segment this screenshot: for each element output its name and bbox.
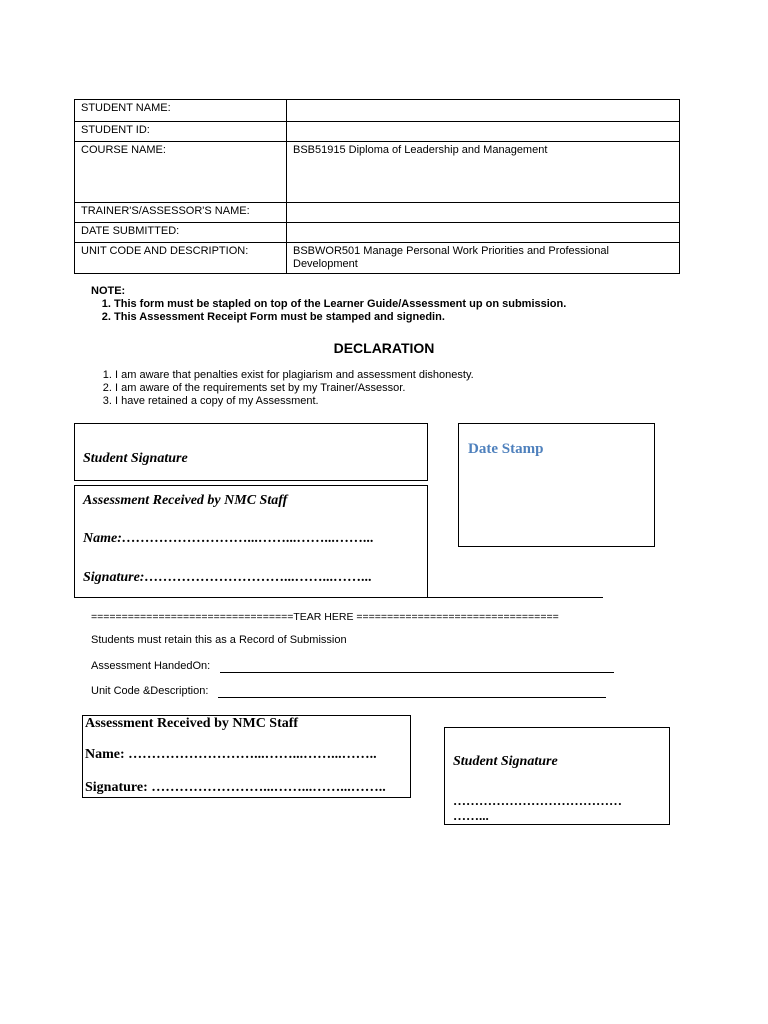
unit-code-label: Unit Code &Description: [91,685,209,697]
lower-received-title: Assessment Received by NMC Staff [85,716,299,731]
table-row [75,223,680,243]
lower-student-signature-box[interactable] [444,727,670,825]
declaration-item: 1. I am aware that penalties exist for plagiarism and assessment dishonesty. [115,369,474,382]
date-stamp-box [458,423,655,547]
staff-name-line[interactable]: Name:………………………...……...……...……... [83,531,374,546]
label-trainer-name: TRAINER'S/ASSESSOR'S NAME: [75,203,287,223]
declaration-item: 2. I am aware of the requirements set by my Trainer/Assessor. [115,382,474,395]
lower-signature-dots-2: ……... [453,808,489,823]
date-stamp-label: Date Stamp [468,441,544,457]
note-item: 1. This form must be stapled on top of the Learner Guide/Assessment up on submission. [114,298,566,311]
student-signature-box[interactable] [74,423,428,481]
lower-staff-signature-line[interactable]: Signature: ……………………...……...……...…….. [85,780,386,795]
unit-code-value: BSBWOR501 Manage Personal Work Priorities and Professional Development [287,243,680,274]
label-unit-code: UNIT CODE AND DESCRIPTION: [75,243,287,274]
assessment-received-box [74,485,428,598]
label-student-id: STUDENT ID: [75,122,287,142]
table-row [75,122,680,142]
date-submitted-field[interactable] [287,223,680,243]
declaration-title: DECLARATION [333,340,435,356]
table-row [75,203,680,223]
lower-student-signature-label: Student Signature [453,754,558,769]
label-student-name: STUDENT NAME: [75,100,287,122]
label-date-submitted: DATE SUBMITTED: [75,223,287,243]
lower-staff-name-line[interactable]: Name: ………………………...……...……...…….. [85,747,377,762]
signature-underline [428,597,603,598]
trainer-name-field[interactable] [287,203,680,223]
lower-assessment-received-box [82,715,411,798]
student-id-field[interactable] [287,122,680,142]
course-name-value: BSB51915 Diploma of Leadership and Management [287,142,680,203]
tear-here-line: =================================TEAR HERE ================================= [91,611,559,623]
student-signature-label: Student Signature [83,451,188,466]
handed-on-label: Assessment HandedOn: [91,660,211,672]
label-course-name: COURSE NAME: [75,142,287,203]
note-title: NOTE: [91,285,126,297]
declaration-item: 3. I have retained a copy of my Assessment. [115,395,474,408]
note-item: 2. This Assessment Receipt Form must be stamped and signedin. [114,311,566,324]
table-row [75,142,680,203]
note-section [91,285,566,324]
table-row [75,100,680,122]
declaration-list [91,369,474,408]
student-name-field[interactable] [287,100,680,122]
received-title: Assessment Received by NMC Staff [83,493,288,508]
unit-code-field[interactable] [218,697,606,698]
table-row [75,243,680,274]
retain-record-text: Students must retain this as a Record of Submission [91,634,347,646]
lower-signature-dots: ………………………………… [453,793,622,808]
student-info-table [74,99,680,274]
handed-on-field[interactable] [220,672,614,673]
staff-signature-line[interactable]: Signature:…………………………...……...……... [83,570,372,585]
